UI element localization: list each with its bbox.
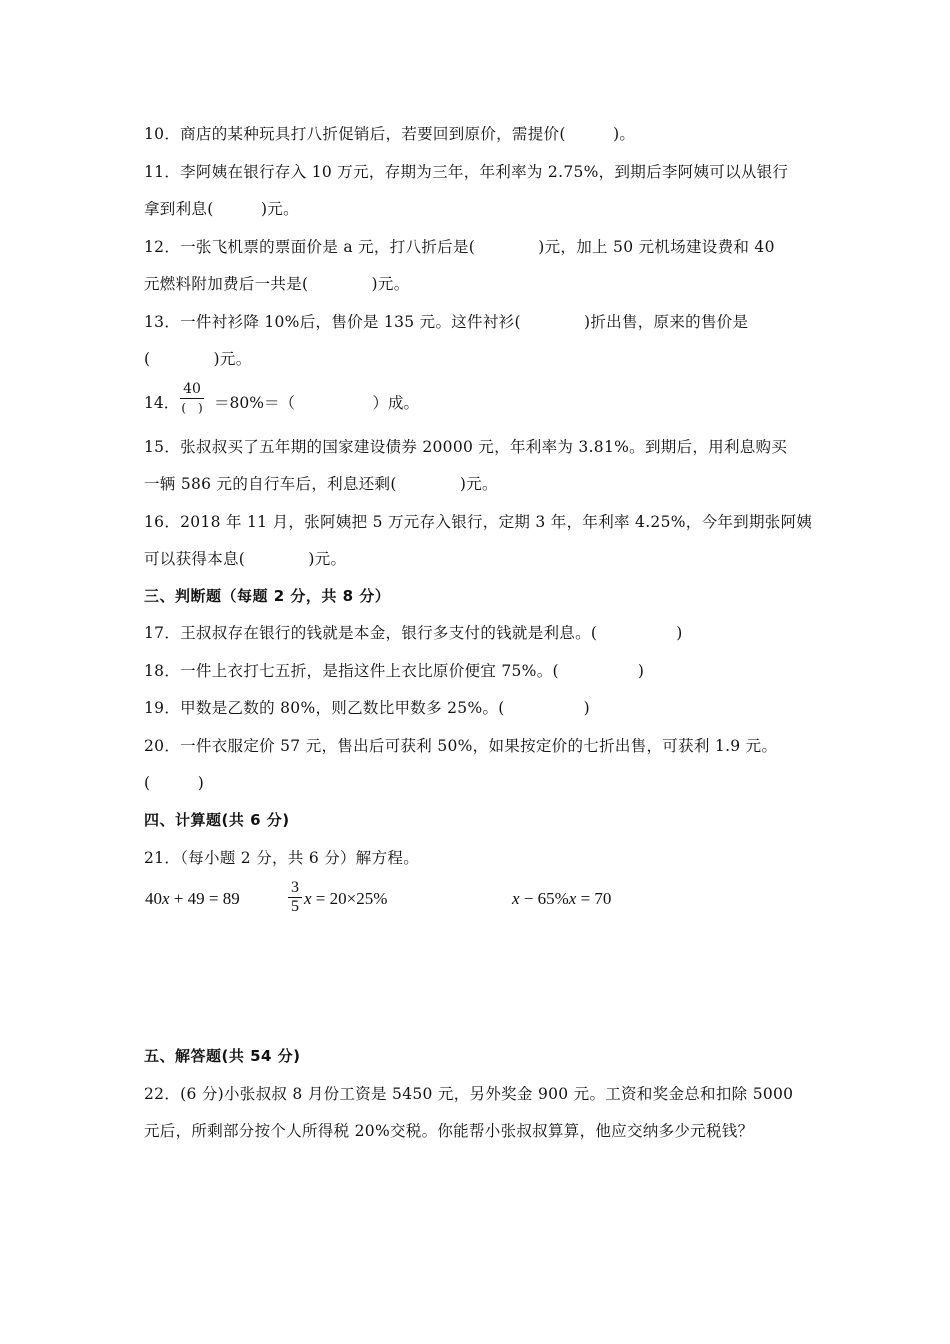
equation-2: [304, 889, 387, 909]
equation-2-variable: x: [304, 889, 312, 908]
equation-1-coefficient: 40: [145, 889, 162, 908]
equation-3-variable: x: [512, 889, 520, 908]
equation-3-rest: = 70: [576, 889, 612, 908]
question-15-line-2: 一辆 586 元的自行车后，利息还剩( )元。: [144, 475, 498, 493]
equation-2-numerator: 3: [291, 879, 299, 896]
question-12-line-2: 元燃料附加费后一共是( )元。: [144, 275, 410, 293]
fraction-denominator: ( ): [181, 401, 203, 415]
question-20-line-2: ( ): [144, 774, 205, 792]
equation-3: [512, 889, 611, 909]
question-16-line-1: 16．2018 年 11 月，张阿姨把 5 万元存入银行，定期 3 年，年利率 4.25%，今年到期张阿姨: [144, 513, 813, 531]
question-14-fraction: [180, 381, 204, 416]
section-5-heading: 五、解答题(共 54 分): [144, 1047, 301, 1065]
fraction-numerator: 40: [183, 381, 201, 397]
fraction-bar: [180, 398, 204, 399]
question-16-line-2: 可以获得本息( )元。: [144, 550, 347, 568]
equation-3-middle: − 65%: [519, 889, 569, 908]
equation-1-rest: + 49 = 89: [169, 889, 240, 908]
question-14-rest: ＝80%＝（ ）成。: [214, 394, 419, 412]
question-12-line-1: 12．一张飞机票的票面价是 a 元，打八折后是( )元，加上 50 元机场建设费和 40: [144, 238, 775, 256]
section-4-heading: 四、计算题(共 6 分): [144, 811, 290, 829]
question-13-line-1: 13．一件衬衫降 10%后，售价是 135 元。这件衬衫( )折出售，原来的售价是: [144, 313, 749, 331]
question-15-line-1: 15．张叔叔买了五年期的国家建设债券 20000 元，年利率为 3.81%。到期后，用利息购买: [144, 438, 788, 456]
equation-2-fraction: [288, 879, 302, 916]
question-18: 18．一件上衣打七五折，是指这件上衣比原价便宜 75%。( ): [144, 662, 645, 680]
section-3-heading: 三、判断题（每题 2 分，共 8 分）: [144, 587, 391, 605]
question-17: 17．王叔叔存在银行的钱就是本金，银行多支付的钱就是利息。( ): [144, 624, 683, 642]
question-20-line-1: 20．一件衣服定价 57 元，售出后可获利 50%，如果按定价的七折出售，可获利 1.9 元。: [144, 737, 778, 755]
question-10: 10．商店的某种玩具打八折促销后，若要回到原价，需提价( )。: [144, 125, 636, 143]
equation-3-variable-2: x: [568, 889, 577, 908]
question-11-line-2: 拿到利息( )元。: [144, 200, 299, 218]
equation-2-denominator: 5: [291, 898, 299, 915]
question-19: 19．甲数是乙数的 80%，则乙数比甲数多 25%。( ): [144, 699, 590, 717]
question-22-line-2: 元后，所剩部分按个人所得税 20%交税。你能帮小张叔叔算算，他应交纳多少元税钱？: [144, 1122, 754, 1140]
equation-2-rest: = 20×25%: [311, 889, 388, 908]
question-11-line-1: 11．李阿姨在银行存入 10 万元，存期为三年，年利率为 2.75%，到期后李阿姨可以从银行: [144, 163, 789, 181]
question-22-line-1: 22．(6 分)小张叔叔 8 月份工资是 5450 元，另外奖金 900 元。工资和奖金总和扣除 5000: [144, 1085, 794, 1103]
question-13-line-2: ( )元。: [144, 350, 252, 368]
question-14-label: 14．: [144, 394, 180, 412]
equation-1-variable: x: [162, 889, 170, 908]
equation-1: [145, 889, 240, 909]
question-21: 21．（每小题 2 分，共 6 分）解方程。: [144, 849, 420, 867]
